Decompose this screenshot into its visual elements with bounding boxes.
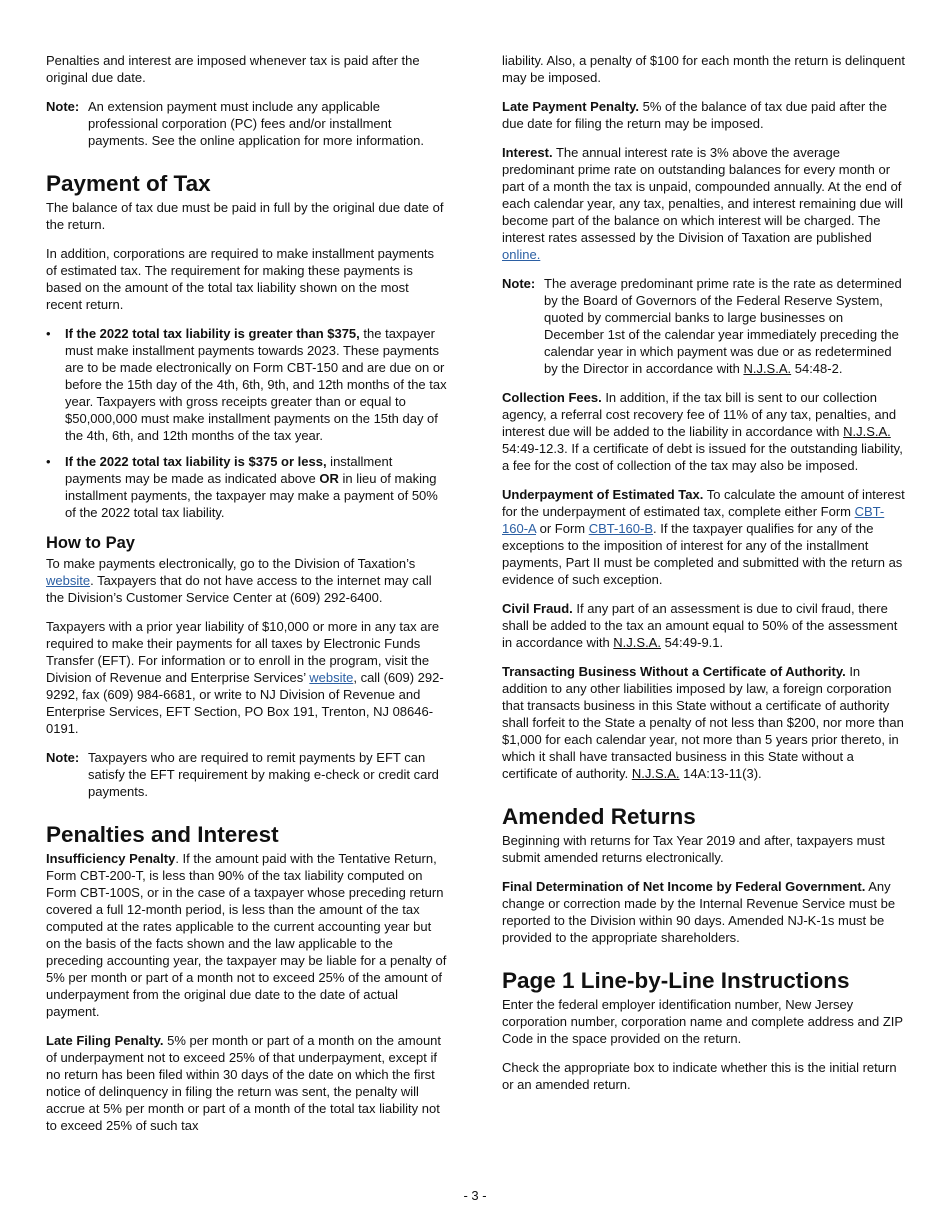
insufficiency-penalty-paragraph: Insufficiency Penalty. If the amount paid with the Tentative Return, Form CBT-200-T, is less than 90% of the tax liability computed on Form CBT-100S, or in the case of a taxpayer whose preceding return covered a full 12-month period, is less than the amount of the tax computed at the rates applicable to the current accounting year but on the basis of the facts shown and the law applicable to the preceding accounting year, the taxpayer may be liable for a penalty of 5% per month or part of a month not to exceed 25% of the amount of underpayment from the original due date to the date of actual payment. xyxy=(46,851,447,1019)
left-column xyxy=(46,52,448,1146)
how-to-pay-heading: How to Pay xyxy=(46,534,135,552)
late-payment-penalty-paragraph: Late Payment Penalty. 5% of the balance of tax due paid after the due date for filing the return may be imposed. xyxy=(502,99,887,131)
line-by-line-heading: Page 1 Line-by-Line Instructions xyxy=(502,968,850,993)
collection-fees-paragraph: Collection Fees. In addition, if the tax bill is sent to our collection agency, a referral cost recovery fee of 11% of any tax, penalties, and interest due will be added to the liability in accordance with N.J.S.A. 54:49-12.3. If a certificate of debt is issued for the outstanding liability, a fee for the cost of collection of the tax may also be imposed. xyxy=(502,390,903,473)
penalties-and-interest-heading: Penalties and Interest xyxy=(46,822,279,847)
statute-reference: N.J.S.A. xyxy=(843,424,891,439)
note-text: The average predominant prime rate is the rate as determined by the Board of Governors of the Federal Reserve System, quoted by commercial banks to large businesses on December 1st of the calendar year immediately preceding the calendar year in which payment was due or as redetermined by the Director in accordance with N.J.S.A. 54:48-2. xyxy=(544,276,902,376)
intro-paragraph: Penalties and interest are imposed whenever tax is paid after the original due date. xyxy=(46,53,420,85)
transacting-business-paragraph: Transacting Business Without a Certificate of Authority. In addition to any other liabilities imposed by law, a foreign corporation that transacts business in this State without a certificate of authority shall forfeit to the State a penalty of not less than $200, nor more than $1,000 for each calendar year, not more than 5 years prior thereto, in which it shall have transacted business in this State without a certificate of authority. N.J.S.A. 14A:13-11(3). xyxy=(502,664,904,781)
note-text: Taxpayers who are required to remit payments by EFT can satisfy the EFT requirement by making e-check or credit card payments. xyxy=(88,750,439,799)
line-by-line-paragraph-2: Check the appropriate box to indicate whether this is the initial return or an amended return. xyxy=(502,1060,897,1092)
payment-paragraph-1: The balance of tax due must be paid in full by the original due date of the return. xyxy=(46,200,444,232)
how-to-pay-paragraph-1: To make payments electronically, go to the Division of Taxation’s website. Taxpayers that do not have access to the internet may call the Division’s Customer Service Center at (609) 292-6400. xyxy=(46,556,432,605)
late-filing-penalty-paragraph: Late Filing Penalty. 5% per month or part of a month on the amount of underpayment not to exceed 25% of that underpayment, except if no return has been filed within 30 days of the date on which the first notice of delinquency in filing the return was sent, the penalty will accrue at 5% per month or part of a month of the total tax liability not to exceed 25% of such tax xyxy=(46,1033,442,1133)
statute-reference: N.J.S.A. xyxy=(743,361,792,376)
right-column xyxy=(502,52,906,1105)
bullet-icon: • xyxy=(46,454,51,469)
how-to-pay-paragraph-2: Taxpayers with a prior year liability of $10,000 or more in any tax are required to make their payments for all taxes by Electronic Funds Transfer (EFT). For information or to enroll in the program, visit the Division of Revenue and Enterprise Services’ website, call (609) 292-9292, fax (609) 984-6681, or write to NJ Division of Revenue and Enterprise Services, EFT Section, PO Box 191, Trenton, NJ 08646-0191. xyxy=(46,619,444,736)
payment-paragraph-2: In addition, corporations are required to make installment payments of estimated tax. The requirement for making these payments is based on the amount of the total tax liability shown on the most recent return. xyxy=(46,246,435,312)
eft-note xyxy=(46,749,448,800)
statute-reference: N.J.S.A. xyxy=(631,766,680,781)
list-item: • If the 2022 total tax liability is $375 or less, installment payments may be made as indicated above OR in lieu of making installment payments, the taxpayer may make a payment of 50% of the 2022 total tax liability. xyxy=(46,454,438,520)
cbt-160-a-link[interactable]: CBT-160-A xyxy=(502,504,885,536)
underpayment-paragraph: Underpayment of Estimated Tax. To calculate the amount of interest for the underpayment of estimated tax, complete either Form CBT-160-A or Form CBT-160-B. If the taxpayer qualifies for any of the exceptions to the imposition of interest for any of the installment payments, Part II must be completed and submitted with the return as evidence of such exception. xyxy=(502,487,905,587)
extension-note xyxy=(46,98,448,149)
interest-paragraph: Interest. The annual interest rate is 3% above the average predominant prime rate on outstanding balances for every month or part of a month the tax is unpaid, compounded annually. At the end of each calendar year, any tax, penalties, and interest remaining due will become part of the balance on which interest will be charged. The interest rates assessed by the Division of Taxation are published online. xyxy=(502,145,904,262)
statute-reference: N.J.S.A. xyxy=(613,635,661,650)
revenue-website-link[interactable]: website xyxy=(309,670,354,685)
note-label: Note: xyxy=(46,750,80,765)
cbt-160-b-link[interactable]: CBT-160-B xyxy=(588,521,654,536)
interest-rates-online-link[interactable]: online. xyxy=(502,247,541,262)
taxation-website-link[interactable]: website xyxy=(46,573,91,588)
civil-fraud-paragraph: Civil Fraud. If any part of an assessment is due to civil fraud, there shall be added to the tax an amount equal to 50% of the assessment in accordance with N.J.S.A. 54:49-9.1. xyxy=(502,601,898,650)
installment-bullet-list xyxy=(46,325,448,521)
bullet-icon: • xyxy=(46,326,51,341)
note-text: An extension payment must include any applicable professional corporation (PC) fees and/or installment payments. See the online application for more information. xyxy=(88,99,425,148)
amended-returns-paragraph: Beginning with returns for Tax Year 2019 and after, taxpayers must submit amended returns electronically. xyxy=(502,833,885,865)
payment-of-tax-heading: Payment of Tax xyxy=(46,171,211,196)
note-label: Note: xyxy=(46,99,80,114)
line-by-line-paragraph-1: Enter the federal employer identification number, New Jersey corporation number, corporation name and complete address and ZIP Code in the space provided on the return. xyxy=(502,997,903,1046)
amended-returns-heading: Amended Returns xyxy=(502,804,696,829)
list-item: • If the 2022 total tax liability is greater than $375, the taxpayer must make installment payments towards 2023. These payments are to be made electronically on Form CBT-150 and are due on or before the 15th day of the 4th, 6th, 9th, and 12th months of the tax year. Taxpayers with gross receipts greater than or equal to $50,000,000 must make installment payments on the 15th day of the 4th, 6th, and 12th months of the tax year. xyxy=(46,326,447,443)
final-determination-paragraph: Final Determination of Net Income by Federal Government. Any change or correction made by the Internal Revenue Service must be reported to the Division within 90 days. Amended NJ-K-1s must be provided to the appropriate shareholders. xyxy=(502,879,896,945)
page-number: - 3 - xyxy=(463,1188,487,1203)
continued-paragraph: liability. Also, a penalty of $100 for each month the return is delinquent may be imposed. xyxy=(502,53,906,85)
note-label: Note: xyxy=(502,276,536,291)
prime-rate-note xyxy=(502,275,906,377)
